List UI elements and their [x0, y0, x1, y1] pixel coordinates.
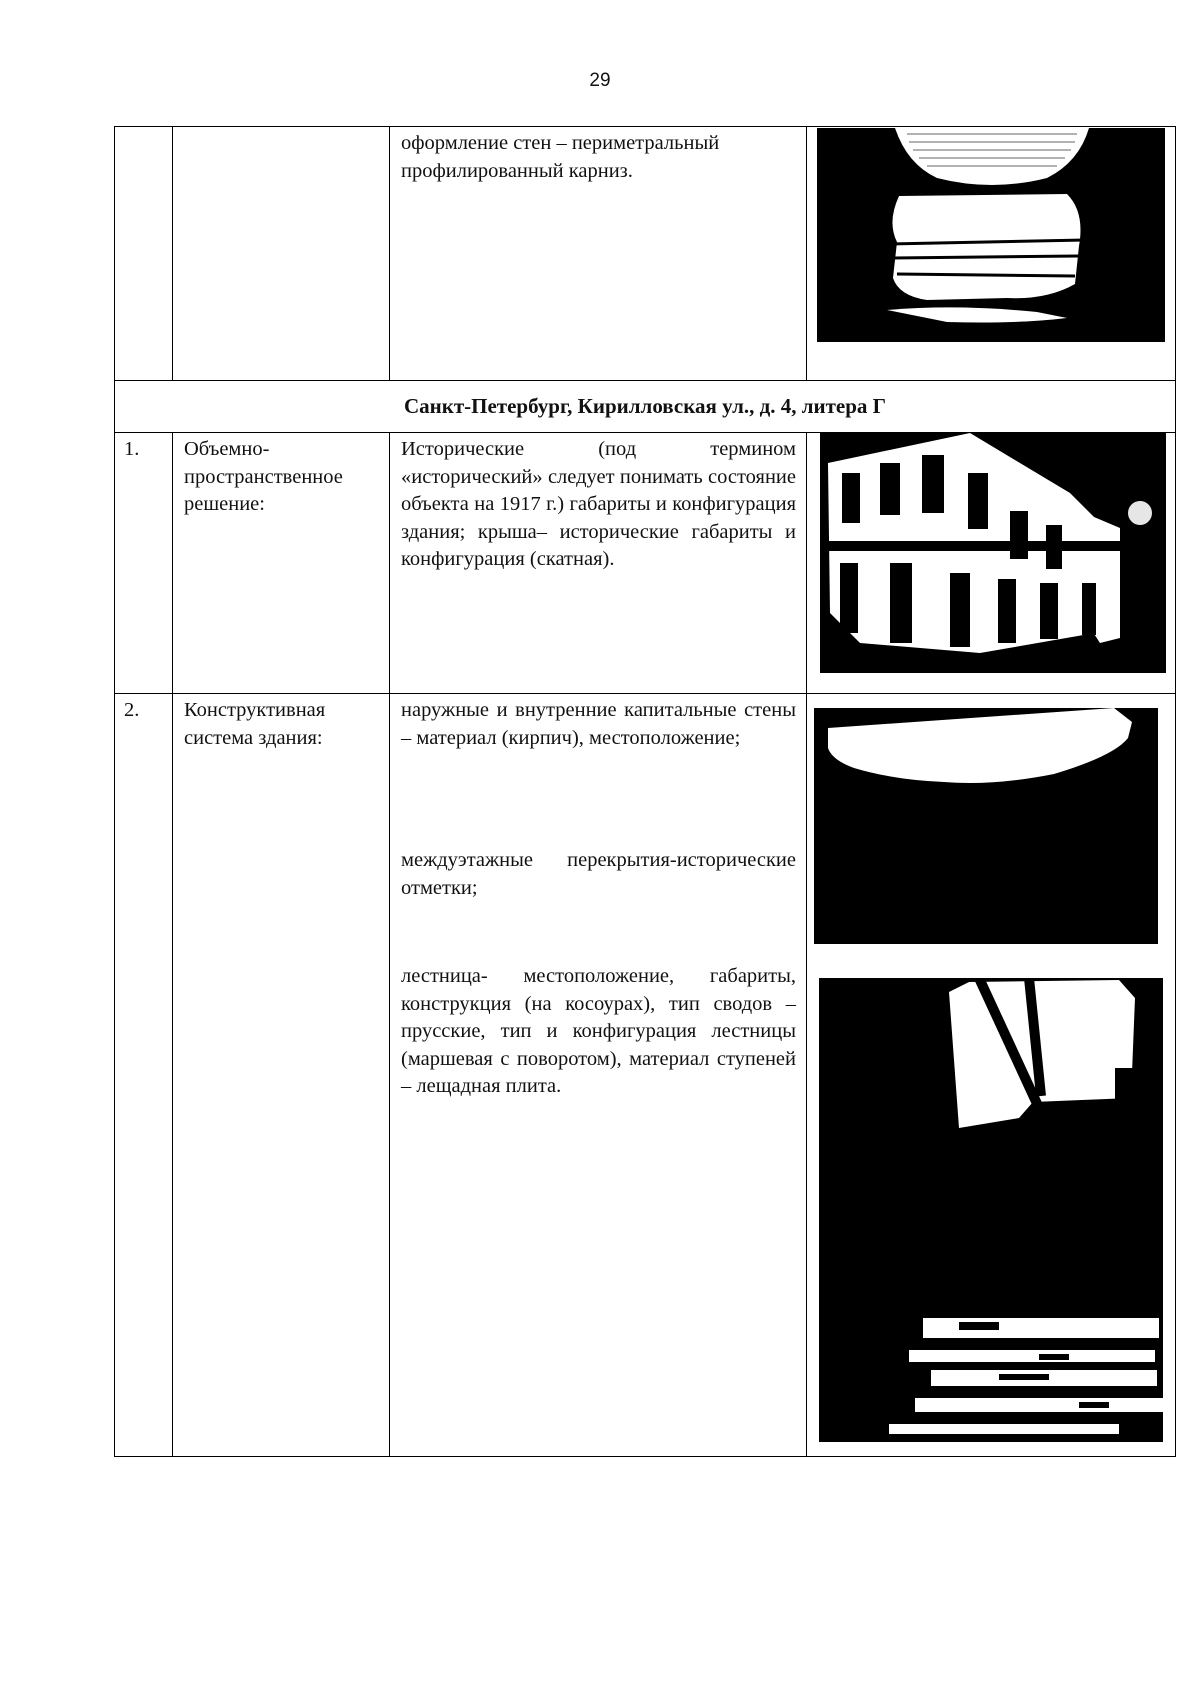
- address-row: [115, 381, 1176, 433]
- description-cell: [390, 433, 807, 694]
- description-cell: [390, 127, 807, 381]
- row-number: 1.: [124, 438, 140, 460]
- description-stairs: лестница- местоположение, габариты, конструкция (на косоурах), тип сводов – прусские, тип и конфигурация лестницы (маршевая с поворотом), материал ступеней – лещадная плита.: [401, 965, 796, 1097]
- address-heading: Санкт-Петербург, Кирилловская ул., д. 4, литера Г: [115, 381, 1176, 433]
- num-cell: [115, 433, 173, 694]
- description-text: оформление стен – периметральный профилированный карниз.: [401, 132, 720, 182]
- element-cell: [173, 127, 390, 381]
- element-cell: [173, 694, 390, 1457]
- staircase-photo: [819, 978, 1163, 1442]
- element-name: Конструктивная система здания:: [184, 699, 326, 749]
- heritage-table: [114, 126, 1176, 1457]
- row-number: 2.: [124, 699, 140, 721]
- photo-cell: [807, 433, 1176, 694]
- photo-cell: [807, 694, 1176, 1457]
- table-row: [115, 433, 1176, 694]
- description-text: Исторические (под термином «исторический» следует понимать состояние объекта на 1917 г.) габариты и конфигурация здания; крыша– исторические габариты и конфигурация (скатная).: [401, 438, 796, 570]
- page-number: 29: [589, 70, 611, 91]
- table-row: [115, 127, 1176, 381]
- num-cell: [115, 127, 173, 381]
- element-name: Объемно-пространственное решение:: [184, 438, 343, 515]
- description-floors: междуэтажные перекрытия-исторические отметки;: [401, 849, 796, 899]
- num-cell: [115, 694, 173, 1457]
- description-walls: наружные и внутренние капитальные стены – материал (кирпич), местоположение;: [401, 699, 796, 749]
- element-cell: [173, 433, 390, 694]
- photo-cell: [807, 127, 1176, 381]
- building-facade-photo: [820, 433, 1166, 673]
- walls-interior-photo: [814, 708, 1158, 944]
- description-cell: [390, 694, 807, 1457]
- table-row: [115, 694, 1176, 1457]
- cornice-photo: [817, 128, 1165, 342]
